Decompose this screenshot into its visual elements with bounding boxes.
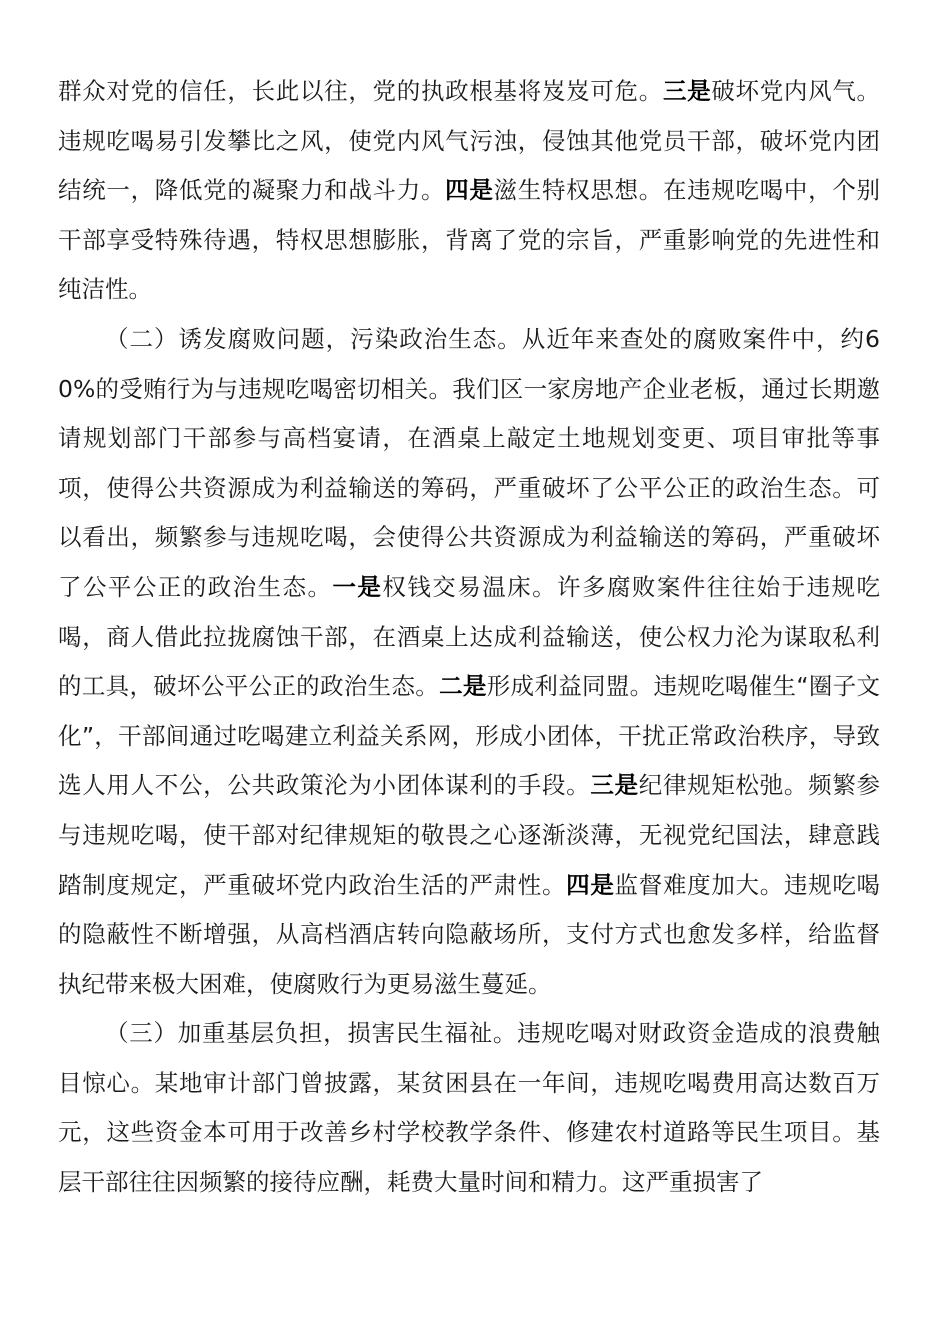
text-run: 监督难度加大。违规吃喝的隐蔽性不断增强，从高档酒店转向隐蔽场所，支付方式也愈发多样，给监督执纪带来极大困难，使腐败行为更易滋生蔓延。: [58, 870, 881, 998]
paragraph-section-3: [58, 1009, 880, 1207]
paragraph-section-2: [58, 315, 880, 1009]
paragraph-continuation: [58, 67, 880, 315]
text-run: 形成利益同盟。违规吃喝催生“圈子文化”，干部间通过吃喝建立利益关系网，形成小团体，干扰正常政治秩序，导致选人用人不公，公共政策沦为小团体谋利的手段。: [58, 672, 880, 800]
bold-lead: 一是: [332, 572, 383, 601]
body-text: [58, 67, 880, 1208]
bold-lead: 三是: [662, 77, 712, 105]
bold-lead: 三是: [590, 771, 639, 800]
text-run: 群众对党的信任，长此以往，党的执政根基将岌岌可危。: [58, 77, 663, 105]
text-run: 纪律规矩松弛。频繁参与违规吃喝，使干部对纪律规矩的敬畏之心逐渐淡薄，无视党纪国法，肆意践踏制度规定，严重破坏党内政治生活的严肃性。: [58, 771, 881, 899]
text-run: 滋生特权思想。在违规吃喝中，个别干部享受特殊待遇，特权思想膨胀，背离了党的宗旨，严重影响党的先进性和纯洁性。: [58, 176, 881, 304]
bold-lead: 二是: [439, 672, 487, 701]
bold-lead: 四是: [445, 176, 494, 205]
text-run: （二）诱发腐败问题，污染政治生态。从近年来查处的腐败案件中，约60%的受贿行为与违规吃喝密切相关。我们区一家房地产企业老板，通过长期邀请规划部门干部参与高档宴请，在酒桌上敲定土地规划变更、项目审批等事项，使得公共资源成为利益输送的筹码，严重破坏了公平公正的政治生态。可以看出，频繁参与违规吃喝，会使得公共资源成为利益输送的筹码，严重破坏了公平公正的政治生态。: [58, 324, 880, 601]
text-run: 权钱交易温床。许多腐败案件往往始于违规吃喝，商人借此拉拢腐蚀干部，在酒桌上达成利益输送，使公权力沦为谋取私利的工具，破坏公平公正的政治生态。: [58, 572, 880, 701]
bold-lead: 四是: [566, 870, 615, 899]
text-run: 破坏党内风气。违规吃喝易引发攀比之风，使党内风气污浊，侵蚀其他党员干部，破坏党内团结统一，降低党的凝聚力和战斗力。: [58, 77, 881, 205]
text-run: （三）加重基层负担，损害民生福祉。违规吃喝对财政资金造成的浪费触目惊心。某地审计部门曾披露，某贫困县在一年间，违规吃喝费用高达数百万元，这些资金本可用于改善乡村学校教学条件、修建农村道路等民生项目。基层干部往往因频繁的接待应酬，耗费大量时间和精力。这严重损害了: [58, 1019, 880, 1197]
